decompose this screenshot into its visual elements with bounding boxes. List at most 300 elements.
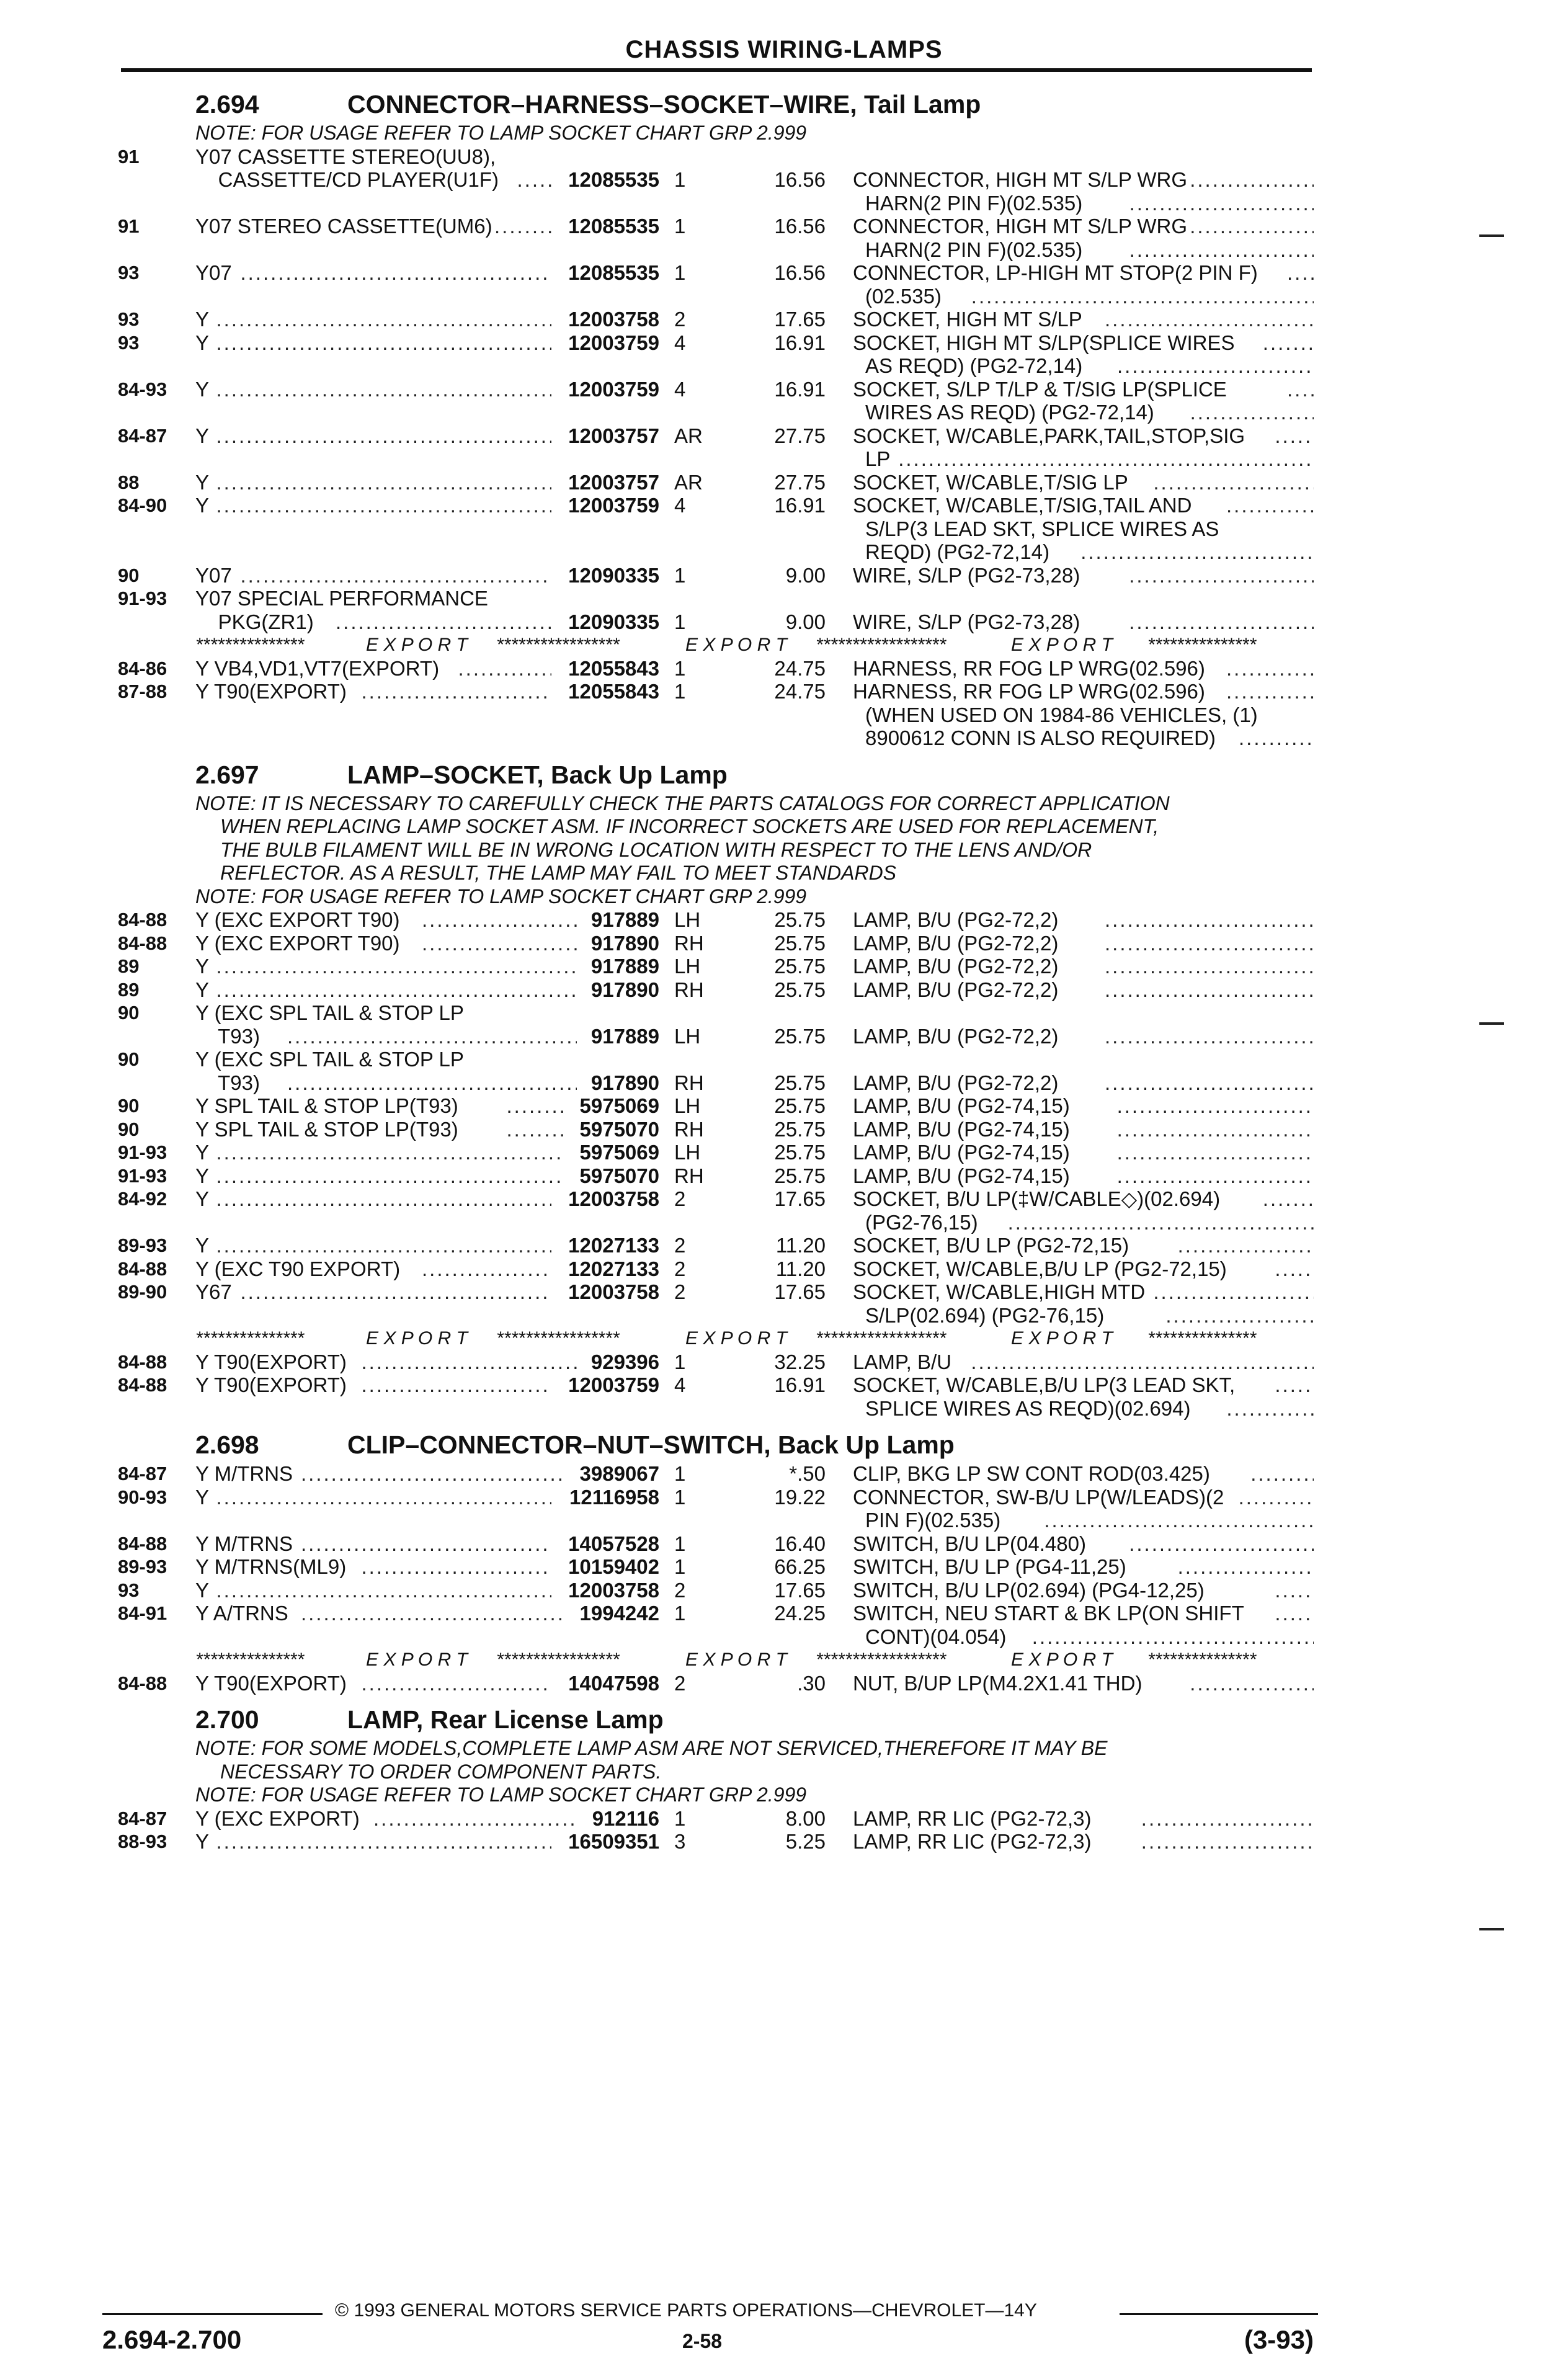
catalog-row bbox=[0, 703, 1568, 727]
catalog-row bbox=[0, 955, 1568, 978]
unit-price: 11.20 bbox=[775, 1234, 826, 1257]
part-number: 912116 bbox=[592, 1806, 659, 1830]
catalog-row bbox=[0, 285, 1568, 308]
catalog-row bbox=[0, 331, 1568, 355]
usage-description: Y bbox=[195, 1830, 210, 1853]
part-number: 12003758 bbox=[568, 1578, 659, 1602]
part-remarks: SOCKET, W/CABLE,B/U LP(3 LEAD SKT, bbox=[853, 1373, 1236, 1396]
dot-leader bbox=[216, 1486, 552, 1509]
dot-leader bbox=[1117, 1141, 1314, 1164]
dot-leader bbox=[301, 1602, 564, 1625]
export-label: E X P O R T bbox=[1011, 1328, 1113, 1349]
dot-leader bbox=[1165, 1304, 1314, 1327]
dot-leader bbox=[287, 1071, 577, 1095]
catalog-row bbox=[0, 145, 1568, 169]
part-number: 14047598 bbox=[568, 1671, 659, 1695]
catalog-row bbox=[0, 680, 1568, 703]
section-title: LAMP, Rear License Lamp bbox=[347, 1705, 664, 1734]
usage-description: Y07 CASSETTE STEREO(UU8), bbox=[195, 145, 496, 168]
usage-description: Y M/TRNS bbox=[195, 1462, 293, 1485]
catalog-row bbox=[0, 1625, 1568, 1649]
usage-description: Y T90(EXPORT) bbox=[195, 1350, 347, 1373]
catalog-row bbox=[0, 447, 1568, 471]
margin-mark bbox=[1479, 1022, 1504, 1025]
dot-leader bbox=[1129, 610, 1314, 634]
quantity: 1 bbox=[674, 1532, 686, 1555]
dot-leader bbox=[1250, 1462, 1314, 1486]
usage-description: Y T90(EXPORT) bbox=[195, 1373, 347, 1396]
part-remarks: SWITCH, B/U LP(04.480) bbox=[853, 1532, 1086, 1555]
quantity: RH bbox=[674, 978, 704, 1001]
catalog-row bbox=[0, 587, 1568, 610]
part-remarks: PIN F)(02.535) bbox=[865, 1509, 1001, 1532]
dot-leader bbox=[1105, 1071, 1314, 1095]
part-remarks: CONT)(04.054) bbox=[865, 1625, 1007, 1648]
unit-price: 24.75 bbox=[774, 656, 826, 680]
export-label: E X P O R T bbox=[366, 1328, 468, 1349]
part-number: 12003758 bbox=[568, 1187, 659, 1210]
dot-leader bbox=[1129, 238, 1314, 262]
part-remarks: SOCKET, W/CABLE,T/SIG,TAIL AND bbox=[853, 494, 1192, 517]
catalog-row bbox=[0, 168, 1568, 192]
star-rule: ***************** bbox=[496, 635, 620, 655]
quantity: 1 bbox=[674, 1555, 686, 1578]
model-years: 90 bbox=[118, 1048, 140, 1070]
model-years: 89-93 bbox=[118, 1234, 167, 1256]
unit-price: 25.75 bbox=[774, 955, 826, 978]
catalog-row bbox=[0, 564, 1568, 587]
quantity: LH bbox=[674, 1141, 701, 1164]
catalog-row bbox=[0, 238, 1568, 262]
title-rule bbox=[121, 68, 1312, 72]
dot-leader bbox=[216, 1830, 552, 1854]
quantity: 4 bbox=[674, 331, 686, 354]
usage-description: Y (EXC EXPORT T90) bbox=[195, 931, 400, 955]
model-years: 88 bbox=[118, 471, 140, 493]
catalog-body bbox=[0, 87, 1568, 1854]
part-remarks: SOCKET, W/CABLE,B/U LP (PG2-72,15) bbox=[853, 1257, 1227, 1280]
model-years: 91-93 bbox=[118, 587, 167, 609]
quantity: 4 bbox=[674, 377, 686, 401]
catalog-row bbox=[0, 1350, 1568, 1374]
unit-price: .30 bbox=[797, 1671, 826, 1695]
dot-leader bbox=[1190, 1672, 1314, 1695]
part-remarks: WIRES AS REQD) (PG2-72,14) bbox=[865, 401, 1154, 424]
unit-price: 16.56 bbox=[774, 168, 826, 191]
star-rule: ****************** bbox=[816, 1328, 947, 1349]
part-remarks: AS REQD) (PG2-72,14) bbox=[865, 354, 1083, 377]
footer-rule-left bbox=[102, 2313, 323, 2315]
usage-description: Y bbox=[195, 424, 210, 447]
catalog-row bbox=[0, 471, 1568, 494]
part-remarks: CLIP, BKG LP SW CONT ROD(03.425) bbox=[853, 1462, 1210, 1485]
part-number: 16509351 bbox=[568, 1830, 659, 1853]
quantity: 1 bbox=[674, 168, 686, 191]
part-remarks: CONNECTOR, HIGH MT S/LP WRG bbox=[853, 168, 1188, 191]
model-years: 90 bbox=[118, 564, 140, 586]
catalog-row bbox=[0, 1373, 1568, 1397]
dot-leader bbox=[1141, 1830, 1314, 1854]
part-remarks: SWITCH, B/U LP (PG4-11,25) bbox=[853, 1555, 1126, 1578]
part-remarks: NUT, B/UP LP(M4.2X1.41 THD) bbox=[853, 1671, 1143, 1695]
model-years: 84-88 bbox=[118, 1374, 167, 1396]
catalog-row bbox=[0, 424, 1568, 448]
catalog-row bbox=[0, 726, 1568, 750]
star-rule: *************** bbox=[195, 635, 305, 655]
dot-leader bbox=[1178, 1555, 1314, 1579]
unit-price: 17.65 bbox=[774, 1280, 826, 1303]
catalog-row bbox=[0, 1579, 1568, 1602]
dot-leader bbox=[1287, 378, 1314, 401]
usage-description: Y bbox=[195, 494, 210, 517]
part-remarks: CONNECTOR, HIGH MT S/LP WRG bbox=[853, 215, 1188, 238]
usage-description: Y (EXC SPL TAIL & STOP LP bbox=[195, 1048, 464, 1071]
quantity: RH bbox=[674, 1117, 704, 1141]
dot-leader bbox=[1105, 978, 1314, 1002]
part-remarks: HARN(2 PIN F)(02.535) bbox=[865, 238, 1083, 261]
star-rule: ***************** bbox=[496, 1328, 620, 1349]
unit-price: 16.91 bbox=[774, 377, 826, 401]
part-remarks: WIRE, S/LP (PG2-73,28) bbox=[853, 563, 1080, 587]
part-number: 12003758 bbox=[568, 1280, 659, 1303]
usage-description: Y07 bbox=[195, 563, 232, 587]
unit-price: 16.56 bbox=[774, 215, 826, 238]
catalog-row bbox=[0, 192, 1568, 215]
catalog-row bbox=[0, 494, 1568, 517]
catalog-row bbox=[0, 610, 1568, 634]
usage-description: Y T90(EXPORT) bbox=[195, 680, 347, 703]
section-note: THE BULB FILAMENT WILL BE IN WRONG LOCATION WITH RESPECT TO THE LENS AND/OR bbox=[220, 838, 1092, 861]
model-years: 93 bbox=[118, 308, 140, 330]
quantity: 1 bbox=[674, 1806, 686, 1830]
part-remarks: LAMP, RR LIC (PG2-72,3) bbox=[853, 1830, 1092, 1853]
model-years: 90-93 bbox=[118, 1486, 167, 1508]
section-heading bbox=[0, 757, 1568, 792]
part-remarks: LAMP, B/U (PG2-72,2) bbox=[853, 908, 1059, 931]
dot-leader bbox=[1263, 1187, 1314, 1211]
dot-leader bbox=[1153, 1280, 1314, 1304]
unit-price: 25.75 bbox=[774, 1164, 826, 1187]
export-divider bbox=[0, 1648, 1568, 1672]
part-remarks: SPLICE WIRES AS REQD)(02.694) bbox=[865, 1396, 1191, 1420]
quantity: 1 bbox=[674, 1350, 686, 1373]
part-remarks: SOCKET, W/CABLE,PARK,TAIL,STOP,SIG bbox=[853, 424, 1245, 447]
unit-price: 25.75 bbox=[774, 1024, 826, 1048]
usage-description: Y bbox=[195, 1234, 210, 1257]
footer bbox=[0, 2300, 1568, 2325]
catalog-row bbox=[0, 1048, 1568, 1071]
part-number: 917889 bbox=[590, 1024, 659, 1048]
dot-leader bbox=[1190, 215, 1314, 238]
dot-leader bbox=[1008, 1211, 1314, 1234]
model-years: 84-91 bbox=[118, 1602, 167, 1624]
model-years: 84-88 bbox=[118, 1257, 167, 1280]
dot-leader bbox=[1263, 331, 1314, 355]
model-years: 91 bbox=[118, 215, 140, 237]
section-heading bbox=[0, 87, 1568, 122]
quantity: LH bbox=[674, 908, 701, 931]
part-number: 12003759 bbox=[568, 494, 659, 517]
unit-price: 16.56 bbox=[774, 261, 826, 284]
dot-leader bbox=[1080, 540, 1314, 564]
star-rule: ****************** bbox=[816, 1649, 947, 1670]
usage-description: Y bbox=[195, 955, 210, 978]
section-note: NOTE: FOR USAGE REFER TO LAMP SOCKET CHART GRP 2.999 bbox=[195, 122, 807, 144]
section-note: NOTE: IT IS NECESSARY TO CAREFULLY CHECK THE PARTS CATALOGS FOR CORRECT APPLICATION bbox=[195, 792, 1170, 814]
unit-price: 25.75 bbox=[774, 1141, 826, 1164]
part-remarks: SOCKET, B/U LP (PG2-72,15) bbox=[853, 1234, 1129, 1257]
catalog-row bbox=[0, 1830, 1568, 1854]
usage-description: Y (EXC EXPORT) bbox=[195, 1806, 360, 1830]
usage-description: PKG(ZR1) bbox=[195, 610, 314, 633]
section-title: LAMP–SOCKET, Back Up Lamp bbox=[347, 760, 728, 789]
dot-leader bbox=[1129, 1532, 1314, 1556]
usage-description: Y M/TRNS(ML9) bbox=[195, 1555, 347, 1578]
catalog-row bbox=[0, 1234, 1568, 1257]
usage-description: CASSETTE/CD PLAYER(U1F) bbox=[195, 168, 499, 191]
part-number: 917890 bbox=[590, 978, 659, 1001]
model-years: 84-88 bbox=[118, 1350, 167, 1373]
part-number: 12055843 bbox=[568, 680, 659, 703]
catalog-row bbox=[0, 1304, 1568, 1327]
margin-mark bbox=[1479, 234, 1504, 237]
usage-description: Y bbox=[195, 331, 210, 354]
unit-price: 32.25 bbox=[774, 1350, 826, 1373]
part-remarks: LAMP, B/U (PG2-74,15) bbox=[853, 1117, 1070, 1141]
model-years: 87-88 bbox=[118, 680, 167, 702]
dot-leader bbox=[1239, 1486, 1314, 1509]
dot-leader bbox=[971, 285, 1314, 308]
catalog-row bbox=[0, 261, 1568, 285]
quantity: 4 bbox=[674, 494, 686, 517]
dot-leader bbox=[216, 308, 552, 331]
part-remarks: LAMP, B/U (PG2-72,2) bbox=[853, 1024, 1059, 1048]
footer-rule-right bbox=[1120, 2313, 1318, 2315]
dot-leader bbox=[1129, 192, 1314, 215]
part-number: 12003759 bbox=[568, 377, 659, 401]
model-years: 89 bbox=[118, 955, 140, 977]
star-rule: *************** bbox=[195, 1328, 305, 1349]
section-gap bbox=[0, 750, 1568, 757]
section-number: 2.694 bbox=[195, 90, 259, 118]
part-remarks: LAMP, B/U bbox=[853, 1350, 951, 1373]
part-remarks: (02.535) bbox=[865, 284, 942, 308]
part-remarks: SOCKET, HIGH MT S/LP(SPLICE WIRES bbox=[853, 331, 1235, 354]
quantity: 2 bbox=[674, 1257, 686, 1280]
catalog-row bbox=[0, 540, 1568, 564]
dot-leader bbox=[362, 1373, 552, 1397]
part-number: 12090335 bbox=[568, 610, 659, 633]
model-years: 91-93 bbox=[118, 1164, 167, 1187]
catalog-row bbox=[0, 215, 1568, 238]
part-number: 917890 bbox=[590, 931, 659, 955]
catalog-row bbox=[0, 1462, 1568, 1486]
usage-description: Y67 bbox=[195, 1280, 232, 1303]
copyright-text: © 1993 GENERAL MOTORS SERVICE PARTS OPERATIONS—CHEVROLET—14Y bbox=[335, 2300, 1037, 2321]
star-rule: ****************** bbox=[816, 635, 947, 655]
unit-price: 25.75 bbox=[774, 931, 826, 955]
dot-leader bbox=[216, 471, 552, 494]
model-years: 93 bbox=[118, 331, 140, 354]
dot-leader bbox=[1275, 1257, 1314, 1281]
model-years: 84-90 bbox=[118, 494, 167, 516]
dot-leader bbox=[362, 1672, 552, 1695]
part-remarks: (WHEN USED ON 1984-86 VEHICLES, (1) bbox=[865, 703, 1258, 726]
section-title: CLIP–CONNECTOR–NUT–SWITCH, Back Up Lamp bbox=[347, 1430, 955, 1459]
unit-price: 24.25 bbox=[774, 1602, 826, 1625]
unit-price: 24.75 bbox=[774, 680, 826, 703]
dot-leader bbox=[1275, 1579, 1314, 1602]
part-number: 12116958 bbox=[569, 1485, 659, 1509]
dot-leader bbox=[494, 215, 551, 238]
dot-leader bbox=[1239, 726, 1314, 750]
export-label: E X P O R T bbox=[366, 635, 468, 655]
footer-row bbox=[0, 2325, 1568, 2356]
export-divider bbox=[0, 1327, 1568, 1350]
model-years: 90 bbox=[118, 1118, 140, 1140]
model-years: 84-93 bbox=[118, 378, 167, 400]
dot-leader bbox=[241, 564, 552, 587]
dot-leader bbox=[216, 494, 552, 517]
usage-description: Y bbox=[195, 1578, 210, 1602]
quantity: LH bbox=[674, 1094, 701, 1117]
part-number: 12085535 bbox=[568, 168, 659, 191]
export-label: E X P O R T bbox=[685, 1649, 787, 1670]
dot-leader bbox=[507, 1094, 564, 1118]
part-remarks: SWITCH, B/U LP(02.694) (PG4-12,25) bbox=[853, 1578, 1205, 1602]
dot-leader bbox=[971, 1350, 1314, 1374]
part-remarks: SOCKET, B/U LP(‡W/CABLE◇)(02.694) bbox=[853, 1187, 1221, 1210]
quantity: 1 bbox=[674, 1602, 686, 1625]
quantity: RH bbox=[674, 1071, 704, 1094]
part-number: 929396 bbox=[590, 1350, 659, 1373]
catalog-row bbox=[0, 908, 1568, 932]
quantity: 2 bbox=[674, 1234, 686, 1257]
part-number: 5975070 bbox=[579, 1164, 659, 1187]
catalog-row bbox=[0, 1257, 1568, 1281]
part-remarks: HARNESS, RR FOG LP WRG(02.596) bbox=[853, 680, 1205, 703]
part-number: 12055843 bbox=[568, 656, 659, 680]
export-label: E X P O R T bbox=[685, 635, 787, 655]
part-remarks: REQD) (PG2-72,14) bbox=[865, 540, 1050, 563]
unit-price: 66.25 bbox=[774, 1555, 826, 1578]
unit-price: 25.75 bbox=[774, 908, 826, 931]
catalog-row bbox=[0, 1094, 1568, 1118]
model-years: 93 bbox=[118, 262, 140, 283]
model-years: 84-88 bbox=[118, 932, 167, 954]
unit-price: 16.91 bbox=[774, 1373, 826, 1396]
dot-leader bbox=[301, 1462, 564, 1486]
catalog-row bbox=[0, 1211, 1568, 1234]
catalog-row bbox=[0, 401, 1568, 424]
catalog-row bbox=[0, 1672, 1568, 1695]
dot-leader bbox=[216, 424, 552, 448]
quantity: 2 bbox=[674, 1578, 686, 1602]
quantity: 1 bbox=[674, 656, 686, 680]
quantity: 3 bbox=[674, 1830, 686, 1853]
part-remarks: (PG2-76,15) bbox=[865, 1210, 978, 1234]
model-years: 84-86 bbox=[118, 657, 167, 679]
section-number: 2.698 bbox=[195, 1430, 259, 1459]
catalog-row bbox=[0, 1164, 1568, 1188]
star-rule: *************** bbox=[1147, 1649, 1257, 1670]
dot-leader bbox=[216, 331, 552, 355]
dot-leader bbox=[373, 1807, 577, 1831]
dot-leader bbox=[1190, 401, 1314, 424]
model-years: 91-93 bbox=[118, 1141, 167, 1163]
usage-description: Y bbox=[195, 1164, 210, 1187]
section-note: NOTE: FOR USAGE REFER TO LAMP SOCKET CHART GRP 2.999 bbox=[195, 885, 807, 908]
part-remarks: S/LP(3 LEAD SKT, SPLICE WIRES AS bbox=[865, 517, 1219, 540]
dot-leader bbox=[517, 168, 552, 192]
part-remarks: SOCKET, HIGH MT S/LP bbox=[853, 308, 1082, 331]
catalog-row bbox=[0, 1555, 1568, 1579]
part-remarks: HARN(2 PIN F)(02.535) bbox=[865, 191, 1083, 215]
dot-leader bbox=[336, 610, 551, 634]
dot-leader bbox=[1117, 1094, 1314, 1118]
section-gap bbox=[0, 1695, 1568, 1702]
unit-price: 27.75 bbox=[774, 424, 826, 447]
part-remarks: LAMP, B/U (PG2-74,15) bbox=[853, 1164, 1070, 1187]
unit-price: 25.75 bbox=[774, 1094, 826, 1117]
quantity: 1 bbox=[674, 563, 686, 587]
part-number: 917889 bbox=[590, 908, 659, 931]
quantity: RH bbox=[674, 931, 704, 955]
usage-description: Y bbox=[195, 308, 210, 331]
usage-description: Y M/TRNS bbox=[195, 1532, 293, 1555]
model-years: 90 bbox=[118, 1095, 140, 1117]
dot-leader bbox=[362, 1555, 552, 1579]
section-number: 2.697 bbox=[195, 760, 259, 789]
quantity: LH bbox=[674, 1024, 701, 1048]
catalog-row bbox=[0, 1397, 1568, 1421]
dot-leader bbox=[216, 955, 577, 978]
catalog-row bbox=[0, 1486, 1568, 1509]
part-number: 917889 bbox=[590, 955, 659, 978]
page-number: 2-58 bbox=[682, 2330, 723, 2352]
dot-leader bbox=[216, 378, 552, 401]
dot-leader bbox=[216, 1141, 564, 1164]
dot-leader bbox=[1226, 657, 1314, 680]
unit-price: 25.75 bbox=[774, 1071, 826, 1094]
dot-leader bbox=[1117, 1118, 1314, 1141]
part-remarks: WIRE, S/LP (PG2-73,28) bbox=[853, 610, 1080, 633]
unit-price: 17.65 bbox=[774, 308, 826, 331]
model-years: 89-90 bbox=[118, 1281, 167, 1303]
usage-description: Y bbox=[195, 1141, 210, 1164]
dot-leader bbox=[1226, 494, 1314, 517]
part-remarks: LAMP, RR LIC (PG2-72,3) bbox=[853, 1806, 1092, 1830]
part-remarks: LP bbox=[865, 447, 891, 470]
model-years: 89-93 bbox=[118, 1556, 167, 1577]
usage-description: Y07 SPECIAL PERFORMANCE bbox=[195, 587, 488, 610]
dot-leader bbox=[241, 261, 552, 285]
quantity: 1 bbox=[674, 261, 686, 284]
model-years: 84-87 bbox=[118, 1463, 167, 1484]
dot-leader bbox=[422, 908, 577, 932]
model-years: 89 bbox=[118, 978, 140, 1001]
catalog-row bbox=[0, 308, 1568, 331]
part-number: 5975069 bbox=[579, 1141, 659, 1164]
part-number: 12003759 bbox=[568, 1373, 659, 1396]
dot-leader bbox=[1105, 955, 1314, 978]
dot-leader bbox=[458, 657, 552, 680]
quantity: AR bbox=[674, 424, 703, 447]
dot-leader bbox=[1226, 1397, 1314, 1421]
usage-description: Y (EXC SPL TAIL & STOP LP bbox=[195, 1001, 464, 1024]
export-divider bbox=[0, 633, 1568, 657]
part-remarks: CONNECTOR, LP-HIGH MT STOP(2 PIN F) bbox=[853, 261, 1258, 284]
